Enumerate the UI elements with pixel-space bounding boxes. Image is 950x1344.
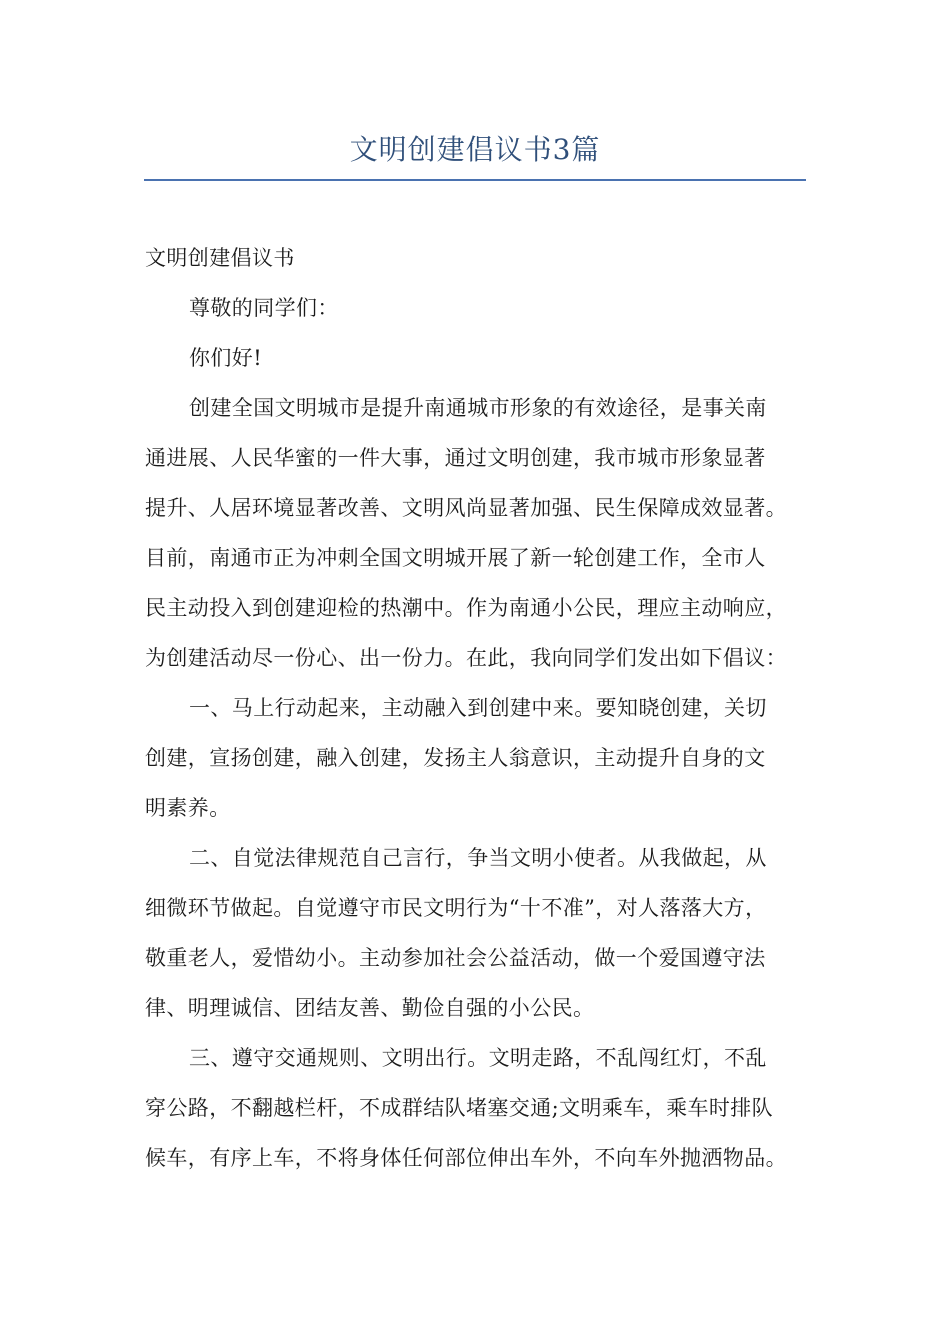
paragraph-line: 创建，宣扬创建，融入创建，发扬主人翁意识，主动提升自身的文 bbox=[145, 746, 766, 770]
paragraph-line: 民主动投入到创建迎检的热潮中。作为南通小公民，理应主动响应， bbox=[145, 596, 787, 620]
document-body bbox=[145, 233, 825, 1183]
paragraph-line: 创建全国文明城市是提升南通城市形象的有效途径，是事关南 bbox=[189, 396, 767, 420]
paragraph-line: 明素养。 bbox=[145, 796, 231, 820]
salutation: 你们好! bbox=[189, 346, 263, 370]
paragraph-proposal-2 bbox=[145, 833, 825, 1033]
paragraph-line: 二、自觉法律规范自己言行，争当文明小使者。从我做起，从 bbox=[189, 846, 767, 870]
paragraph-line: 目前，南通市正为冲刺全国文明城开展了新一轮创建工作，全市人 bbox=[145, 546, 766, 570]
paragraph-line: 穿公路，不翻越栏杆，不成群结队堵塞交通;文明乘车，乘车时排队 bbox=[145, 1096, 774, 1120]
paragraph-proposal-3 bbox=[145, 1033, 825, 1183]
paragraph-intro bbox=[145, 383, 825, 683]
paragraph-line: 一、马上行动起来，主动融入到创建中来。要知晓创建，关切 bbox=[189, 696, 767, 720]
document-title: 文明创建倡议书3篇 bbox=[349, 133, 601, 166]
paragraph-line: 律、明理诚信、团结友善、勤俭自强的小公民。 bbox=[145, 996, 595, 1020]
paragraph-line: 为创建活动尽一份心、出一份力。在此，我向同学们发出如下倡议： bbox=[145, 646, 787, 670]
greeting: 尊敬的同学们： bbox=[189, 296, 339, 320]
paragraph-line: 三、遵守交通规则、文明出行。文明走路，不乱闯红灯，不乱 bbox=[189, 1046, 767, 1070]
paragraph-line: 细微环节做起。自觉遵守市民文明行为“十不准”，对人落落大方， bbox=[145, 896, 767, 920]
paragraph-line: 候车，有序上车，不将身体任何部位伸出车外，不向车外抛洒物品。 bbox=[145, 1146, 787, 1170]
paragraph-line: 敬重老人，爱惜幼小。主动参加社会公益活动，做一个爱国遵守法 bbox=[145, 946, 766, 970]
paragraph-line: 提升、人居环境显著改善、文明风尚显著加强、民生保障成效显著。 bbox=[145, 496, 787, 520]
title-divider bbox=[144, 179, 806, 181]
section-heading: 文明创建倡议书 bbox=[145, 246, 295, 270]
paragraph-line: 通进展、人民华蜜的一件大事，通过文明创建，我市城市形象显著 bbox=[145, 446, 766, 470]
paragraph-proposal-1 bbox=[145, 683, 825, 833]
